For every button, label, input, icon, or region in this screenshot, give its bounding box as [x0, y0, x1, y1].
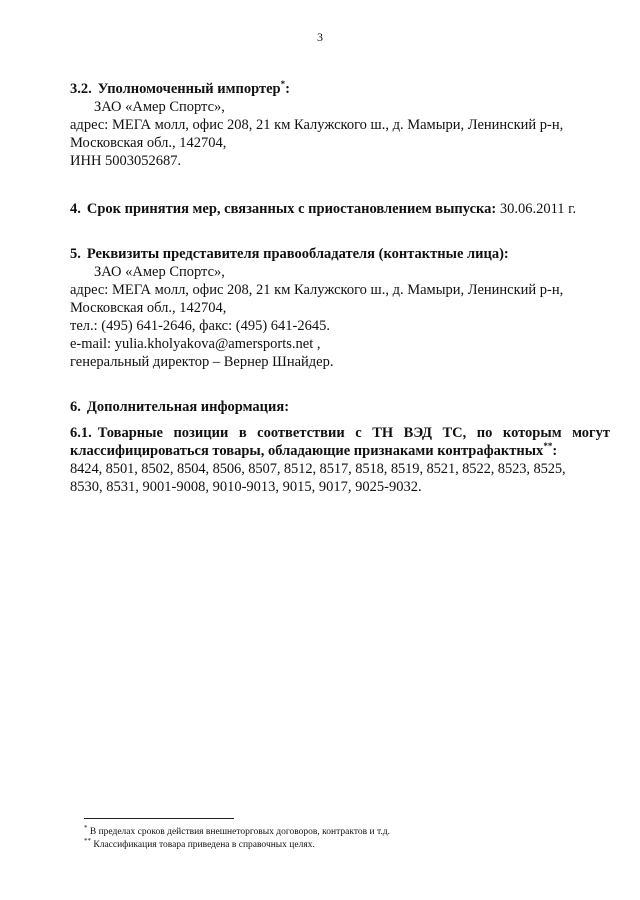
footnote-marker: ** — [84, 837, 91, 845]
inn-line: ИНН 5003052687. — [70, 153, 182, 169]
footnote-marker: * — [280, 79, 286, 89]
director-line: генеральный директор – Вернер Шнайдер. — [70, 354, 334, 370]
section-additional-heading — [70, 398, 610, 416]
section-title: Срок принятия мер, связанных с приостановлением выпуска: — [86, 201, 497, 217]
footnote-marker: ** — [543, 441, 553, 451]
deadline-value: 30.06.2011 г. — [499, 201, 577, 217]
section-importer-heading — [70, 80, 610, 98]
tariff-text-line1: Товарные позиции в соответствии с ТН ВЭД ТС, по которым могут — [97, 425, 610, 441]
company-name: ЗАО «Амер Спортс», — [94, 99, 225, 115]
section-representative — [70, 245, 610, 371]
heading-colon: : — [552, 443, 558, 459]
section-number: 3.2. — [70, 81, 92, 97]
section-additional — [70, 398, 610, 416]
footnotes — [84, 826, 604, 852]
section-title: Дополнительная информация: — [86, 399, 290, 415]
address-line: Московская обл., 142704, — [70, 300, 227, 316]
tariff-heading-line1 — [70, 424, 610, 442]
tariff-heading-line2 — [70, 442, 610, 460]
section-number: 5. — [70, 246, 81, 262]
section-deadline — [70, 200, 610, 218]
section-deadline-heading — [70, 200, 610, 218]
section-number: 4. — [70, 201, 81, 217]
section-title: Реквизиты представителя правообладателя (контактные лица): — [86, 246, 509, 262]
section-representative-heading — [70, 245, 610, 263]
heading-colon: : — [285, 81, 290, 97]
section-tariff-codes — [70, 424, 610, 496]
footnote — [84, 826, 604, 839]
footnote — [84, 839, 604, 852]
address-line: адрес: МЕГА молл, офис 208, 21 км Калужского ш., д. Мамыри, Ленинский р-н, — [70, 282, 564, 298]
address-line: Московская обл., 142704, — [70, 135, 227, 151]
footnote-text: В пределах сроков действия внешнеторговых договоров, контрактов и т.д. — [89, 827, 390, 837]
phone-line: тел.: (495) 641-2646, факс: (495) 641-2645. — [70, 318, 330, 334]
page-number: 3 — [317, 30, 323, 44]
footnote-text: Классификация товара приведена в справочных целях. — [93, 840, 315, 850]
footnote-marker: * — [84, 824, 88, 832]
tariff-text-line2: классифицироваться товары, обладающие признаками контрафактных — [70, 443, 544, 459]
address-line: адрес: МЕГА молл, офис 208, 21 км Калужского ш., д. Мамыри, Ленинский р-н, — [70, 117, 564, 133]
company-name: ЗАО «Амер Спортс», — [94, 264, 225, 280]
section-number: 6. — [70, 399, 81, 415]
email-line: e-mail: yulia.kholyakova@amersports.net , — [70, 336, 321, 352]
tariff-codes-line: 8530, 8531, 9001-9008, 9010-9013, 9015, 9017, 9025-9032. — [70, 479, 422, 495]
section-title: Уполномоченный импортер — [97, 81, 281, 97]
footnote-divider — [84, 818, 234, 819]
tariff-codes-line: 8424, 8501, 8502, 8504, 8506, 8507, 8512, 8517, 8518, 8519, 8521, 8522, 8523, 8525, — [70, 461, 566, 477]
section-number: 6.1. — [70, 425, 92, 441]
section-importer — [70, 80, 610, 170]
